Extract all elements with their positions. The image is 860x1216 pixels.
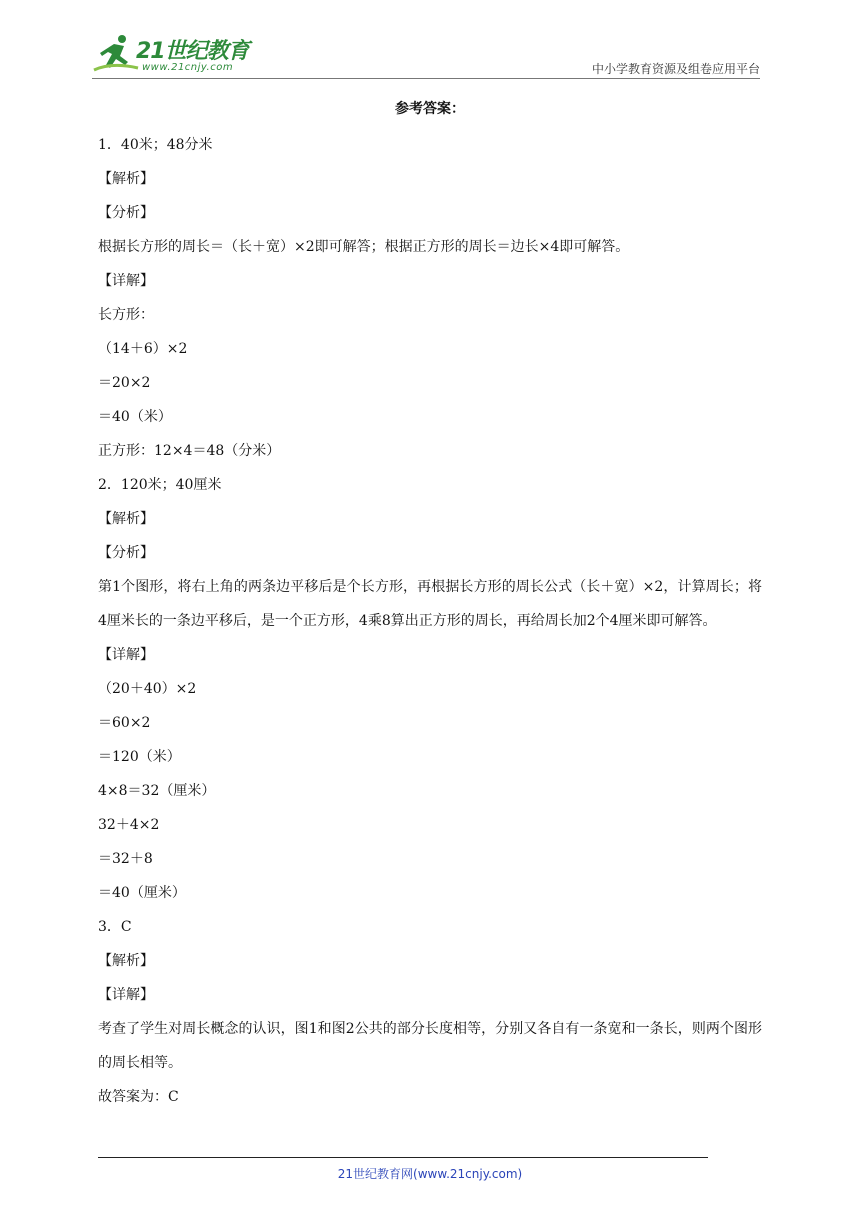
math-line: ＝40（厘米） <box>98 885 186 901</box>
section-label: 【解析】 <box>98 511 154 527</box>
section-label: 【分析】 <box>98 545 154 561</box>
answer-line: 3．C <box>98 919 132 935</box>
math-line: ＝120（米） <box>98 749 181 765</box>
answer-content <box>98 128 762 1114</box>
math-line: ＝20×2 <box>98 375 151 391</box>
footer-link[interactable]: 21世纪教育网(www.21cnjy.com) <box>337 1167 523 1181</box>
section-label: 【详解】 <box>98 987 154 1003</box>
math-line: （14＋6）×2 <box>98 341 188 357</box>
logo-title: 21世纪教育 <box>136 39 249 64</box>
header-divider <box>92 78 760 79</box>
logo-url: www.21cnjy.com <box>142 62 234 73</box>
final-answer: 故答案为：C <box>98 1089 179 1105</box>
section-label: 【详解】 <box>98 273 154 289</box>
page-title: 参考答案： <box>395 101 465 117</box>
math-line: 正方形：12×4＝48（分米） <box>98 443 281 459</box>
page-header <box>92 28 760 80</box>
text-line: 长方形： <box>98 307 154 323</box>
platform-name: 中小学教育资源及组卷应用平台 <box>591 62 760 76</box>
math-line: ＝32＋8 <box>98 851 153 867</box>
text-line: 根据长方形的周长＝（长＋宽）×2即可解答；根据正方形的周长＝边长×4即可解答。 <box>98 239 630 255</box>
math-line: 32＋4×2 <box>98 817 160 833</box>
analysis-paragraph: 第1个图形，将右上角的两条边平移后是个长方形，再根据长方形的周长公式（长＋宽）×2，计算周长；将4厘米长的一条边平移后，是一个正方形，4乘8算出正方形的周长，再给周长加2个4厘米即可解答。 <box>98 579 762 629</box>
runner-logo-icon <box>92 32 140 76</box>
math-line: ＝60×2 <box>98 715 151 731</box>
answer-line: 2．120米；40厘米 <box>98 477 222 493</box>
section-label: 【详解】 <box>98 647 154 663</box>
section-label: 【解析】 <box>98 953 154 969</box>
site-logo <box>92 32 262 76</box>
explanation-paragraph: 考查了学生对周长概念的认识，图1和图2公共的部分长度相等，分别又各自有一条宽和一条长，则两个图形的周长相等。 <box>98 1021 762 1071</box>
math-line: ＝40（米） <box>98 409 172 425</box>
footer-divider <box>98 1157 708 1158</box>
math-line: 4×8＝32（厘米） <box>98 783 216 799</box>
section-label: 【分析】 <box>98 205 154 221</box>
math-line: （20＋40）×2 <box>98 681 197 697</box>
section-label: 【解析】 <box>98 171 154 187</box>
answer-line: 1．40米；48分米 <box>98 137 213 153</box>
